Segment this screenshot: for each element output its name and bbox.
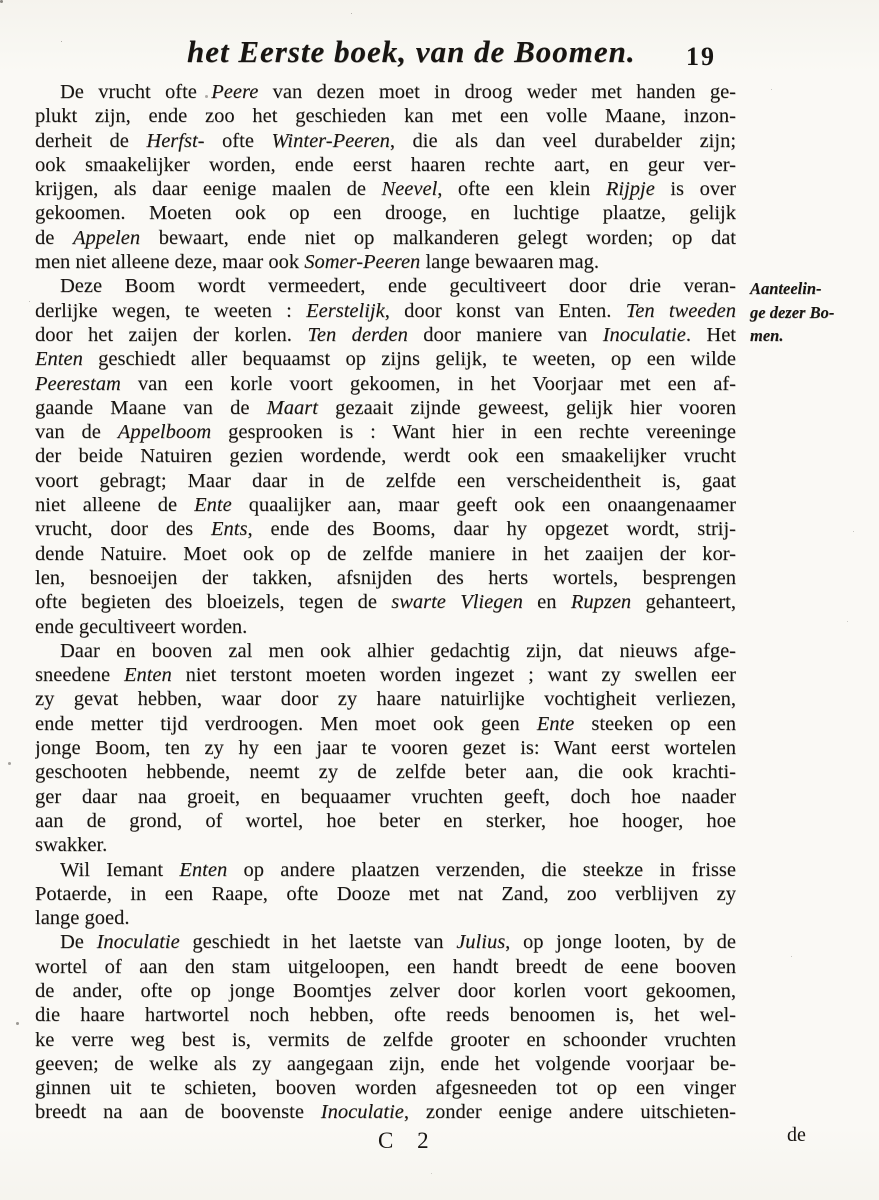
- body-text-segment: niet terstont moeten worden ingezet ; want zy swellen eer: [171, 664, 736, 687]
- body-text-segment: en: [522, 591, 571, 614]
- body-text-segment: lange bewaaren mag.: [420, 251, 600, 274]
- body-text-segment: gaande Maane van de: [35, 396, 267, 419]
- catchword: de: [787, 1124, 806, 1146]
- text-line: [35, 1100, 736, 1124]
- text-line: [35, 129, 736, 153]
- text-line: [35, 153, 736, 177]
- body-text-segment: van dezen moet in droog weder met handen ge-: [258, 81, 736, 103]
- body-text-segment: zy gevat hebben, waar door zy haare natuirlijke vochtigheit verliezen,: [35, 688, 736, 711]
- emphasized-text: Peere: [211, 81, 259, 103]
- emphasized-text: Appelboom: [117, 421, 212, 444]
- text-line: [35, 420, 736, 444]
- text-line: [35, 882, 736, 906]
- text-line: [35, 469, 736, 493]
- text-line: [35, 274, 736, 298]
- emphasized-text: Somer-Peeren: [304, 251, 421, 274]
- body-text-segment: wortel of aan den stam uitgeloopen, een handt breedt de eene booven: [35, 955, 736, 978]
- body-text-segment: ger daar naa groeit, en bequaamer vruchten geeft, doch hoe naader: [35, 785, 736, 808]
- text-line: [35, 1052, 736, 1076]
- body-text-segment: der beide Natuiren gezien wordende, werdt ook een smaakelijker vrucht: [35, 445, 736, 468]
- text-line: [35, 444, 736, 468]
- margin-note-line: men.: [750, 326, 784, 345]
- text-line: [35, 590, 736, 614]
- body-text-segment: steeken op een: [574, 712, 736, 735]
- body-text-segment: gekoomen. Moeten ook op een drooge, en luchtige plaatze, gelijk: [35, 202, 736, 225]
- text-line: [35, 201, 736, 225]
- body-text-segment: . Het: [685, 323, 736, 346]
- body-text-segment: op andere plaatzen verzenden, die steekze in frisse: [227, 858, 736, 881]
- emphasized-text: Neevel: [381, 178, 438, 201]
- text-line: [35, 712, 736, 736]
- emphasized-text: Enten: [179, 858, 228, 881]
- body-text-segment: geschiedt aller bequaamst op zijns gelijk, te weeten, op een wilde: [82, 348, 736, 371]
- emphasized-text: Julius: [456, 931, 506, 954]
- text-line: [35, 372, 736, 396]
- body-text-segment: plukt zijn, ende zoo het geschieden kan met een volle Maane, inzon-: [35, 105, 736, 128]
- emphasized-text: Ente: [536, 712, 575, 735]
- body-text-segment: ook smaakelijker worden, ende eerst haaren rechte aart, en geur ver-: [35, 153, 736, 176]
- text-line: [35, 760, 736, 784]
- body-text-segment: de: [35, 226, 73, 249]
- body-text-segment: men niet alleene deze, maar ook: [35, 251, 305, 274]
- body-text-segment: breedt na aan de boovenste: [35, 1101, 321, 1124]
- text-line: [35, 955, 736, 979]
- text-line: [35, 347, 736, 371]
- body-text-segment: jonge Boom, ten zy hy een jaar te vooren gezet is: Want eerst wortelen: [35, 737, 736, 760]
- emphasized-text: Inoculatie: [96, 931, 180, 954]
- body-text-segment: ende gecultiveert worden.: [35, 615, 248, 638]
- body-text-segment: , ende des Booms, daar hy opgezet wordt, strij-: [247, 518, 736, 541]
- body-text-segment: ofte: [204, 129, 272, 152]
- body-text-segment: aan de grond, of wortel, hoe beter en sterker, hoe hooger, hoe: [35, 809, 736, 832]
- body-text-segment: lange goed.: [35, 907, 130, 930]
- emphasized-text: Eerstelijk: [306, 299, 385, 322]
- body-text-segment: dende Natuire. Moet ook op de zelfde maniere in het zaaijen der kor-: [35, 542, 736, 565]
- body-text-segment: die haare hartwortel noch hebben, ofte reeds benoomen is, het wel-: [35, 1004, 736, 1027]
- body-text-segment: , op jonge looten, by de: [505, 931, 736, 954]
- body-text-segment: de ander, ofte op jonge Boomtjes zelver door korlen voort gekoomen,: [35, 979, 736, 1002]
- emphasized-text: Ten derden: [307, 323, 408, 346]
- body-text-segment: sneedene: [35, 664, 124, 687]
- emphasized-text: Rupzen: [570, 591, 632, 614]
- body-text-segment: gesprooken is : Want hier in een rechte vereeninge: [211, 421, 736, 444]
- emphasized-text: Inoculatie: [602, 323, 686, 346]
- emphasized-text: Rijpje: [605, 178, 655, 201]
- body-text-segment: geeven; de welke als zy aangegaan zijn, ende het volgende voorjaar be-: [35, 1052, 736, 1075]
- text-line: [35, 639, 736, 663]
- body-text-segment: ke verre weg best is, vermits de zelfde grooter en schoonder vruchten: [35, 1028, 736, 1051]
- body-text-segment: geschooten hebbende, neemt zy de zelfde beter aan, die ook krachti-: [35, 761, 736, 784]
- body-text-segment: , die als dan veel durabelder zijn;: [389, 129, 736, 152]
- body-text-segment: ofte begieten des bloeizels, tegen de: [35, 591, 392, 614]
- text-line: [35, 566, 736, 590]
- body-text-segment: , zonder eenige andere uitschieten-: [403, 1101, 736, 1124]
- emphasized-text: Enten: [123, 664, 172, 687]
- text-line: [35, 226, 736, 250]
- body-text-segment: swakker.: [35, 834, 108, 857]
- emphasized-text: Herfst-: [146, 129, 205, 152]
- text-line: [35, 979, 736, 1003]
- emphasized-text: Peerestam: [35, 372, 121, 395]
- running-title: het Eerste boek, van de Boomen.: [187, 34, 636, 69]
- body-text-segment: van de: [35, 421, 118, 444]
- text-line: [35, 930, 736, 954]
- body-text-segment: De: [60, 931, 97, 954]
- emphasized-text: Winter-Peeren: [271, 129, 390, 152]
- emphasized-text: Inoculatie: [320, 1101, 404, 1124]
- body-text-segment: , ofte een klein: [437, 178, 606, 201]
- body-text-segment: derheit de: [35, 129, 147, 152]
- body-text-segment: Daar en booven zal men ook alhier gedachtig zijn, dat nieuws afge-: [60, 639, 736, 662]
- text-line: [35, 299, 736, 323]
- body-text-segment: Potaerde, in een Raape, ofte Dooze met nat Zand, zoo verblijven zy: [35, 882, 736, 905]
- emphasized-text: Ente: [194, 494, 232, 517]
- body-text-segment: Wil Iemant: [60, 858, 180, 881]
- body-text-segment: len, besnoeijen der takken, afsnijden des herts wortels, besprengen: [35, 566, 736, 589]
- text-line: [35, 736, 736, 760]
- margin-note-line: Aanteelin-: [750, 279, 822, 298]
- body-text-segment: ginnen uit te schieten, booven worden afgesneeden tot op een vinger: [35, 1077, 736, 1100]
- text-line: [35, 104, 736, 128]
- text-line: [35, 517, 736, 541]
- body-text-segment: niet alleene de: [35, 494, 195, 517]
- emphasized-text: Ents: [211, 518, 248, 541]
- text-line: [35, 250, 736, 274]
- text-line: [35, 1076, 736, 1100]
- margin-note-line: ge dezer Bo-: [750, 302, 835, 322]
- body-text-segment: voort gebragt; Maar daar in de zelfde een verscheidentheit is, gaat: [35, 469, 736, 492]
- text-line: [35, 493, 736, 517]
- body-text-segment: derlijke wegen, te weeten :: [35, 299, 307, 322]
- emphasized-text: swarte Vliegen: [391, 591, 523, 614]
- text-line: [35, 809, 736, 833]
- body-text-segment: vrucht, door des: [35, 518, 212, 541]
- body-text: [35, 80, 736, 1125]
- text-line: [35, 80, 736, 104]
- text-line: [35, 906, 736, 930]
- text-line: [35, 785, 736, 809]
- emphasized-text: Enten: [35, 348, 83, 371]
- body-text-segment: quaalijker aan, maar geeft ook een onaangenaamer: [231, 494, 736, 517]
- margin-note: [750, 277, 876, 348]
- body-text-segment: gehanteert,: [631, 591, 736, 614]
- text-line: [35, 1003, 736, 1027]
- text-line: [35, 858, 736, 882]
- body-text-segment: van een korle voort gekoomen, in het Voorjaar met een af-: [120, 372, 736, 395]
- body-text-segment: , door konst van Enten.: [384, 299, 626, 322]
- text-line: [35, 323, 736, 347]
- text-line: [35, 687, 736, 711]
- body-text-segment: door maniere van: [407, 323, 603, 346]
- text-line: [35, 396, 736, 420]
- body-text-segment: is over: [654, 178, 736, 201]
- emphasized-text: Appelen: [72, 226, 141, 249]
- emphasized-text: Maart: [266, 396, 318, 419]
- text-line: [35, 663, 736, 687]
- emphasized-text: Ten tweeden: [625, 299, 736, 322]
- text-line: [35, 1028, 736, 1052]
- body-text-segment: gezaait zijnde geweest, gelijk hier vooren: [317, 396, 736, 419]
- body-text-segment: bewaart, ende niet op malkanderen gelegt worden; op dat: [140, 226, 736, 249]
- signature-mark: C 2: [378, 1128, 438, 1153]
- text-line: [35, 542, 736, 566]
- body-text-segment: ende metter tijd verdroogen. Men moet ook geen: [35, 712, 537, 735]
- body-text-segment: door het zaijen der korlen.: [35, 323, 308, 346]
- text-line: [35, 177, 736, 201]
- body-text-segment: Deze Boom wordt vermeedert, ende gecultiveert door drie veran-: [60, 275, 736, 298]
- text-line: [35, 833, 736, 857]
- text-line: [35, 615, 736, 639]
- body-text-segment: krijgen, als daar eenige maalen de: [35, 178, 382, 201]
- ink-specks: [0, 0, 3, 3]
- page-number: 19: [686, 42, 716, 71]
- body-text-segment: geschiedt in het laetste van: [179, 931, 457, 954]
- body-text-segment: De vrucht ofte: [60, 81, 212, 103]
